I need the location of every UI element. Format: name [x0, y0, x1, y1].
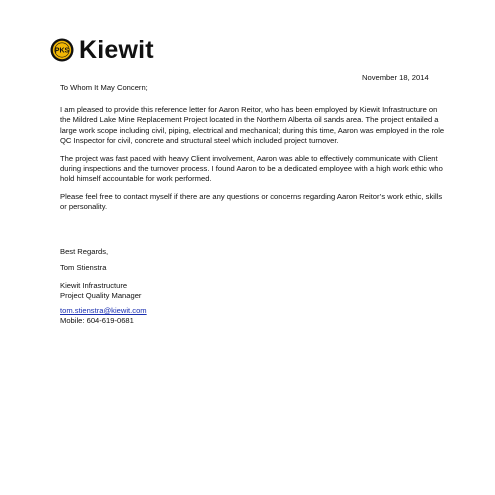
signer-details [60, 281, 141, 302]
logo-emblem-text: PKS [54, 47, 70, 55]
company-logo [50, 38, 154, 62]
letter-body [60, 105, 445, 220]
closing: Best Regards, [60, 247, 109, 256]
letter-date: November 18, 2014 [362, 73, 429, 82]
signer-name: Tom Stienstra [60, 263, 107, 272]
body-paragraph: The project was fast paced with heavy Client involvement, Aaron was able to effectively communicate with Client during inspections and the turnover process. I found Aaron to be a dedicated employee with a high work ethic who hold himself accountable for work performed. [60, 153, 443, 184]
salutation: To Whom It May Concern; [60, 83, 148, 92]
signer-title: Project Quality Manager [60, 291, 142, 301]
body-paragraph: Please feel free to contact myself if there are any questions or concerns regarding Aaron Reitor’s work ethic, skills or personality. [60, 191, 443, 212]
body-paragraph: I am pleased to provide this reference letter for Aaron Reitor, who has been employed by Kiewit Infrastructure on the Mildred Lake Mine Replacement Project located in the Northern Alberta oil sands area. The project entailed a large work scope including civil, piping, electrical and mechanical; during this time, Aaron was employed in the role QC Inspector for civil, concrete and structural steel which included project turnover. [60, 105, 445, 146]
company-wordmark: Kiewit [79, 36, 154, 64]
email-link[interactable]: tom.stienstra@kiewit.com [60, 306, 147, 315]
contact-details [60, 306, 147, 327]
kiewit-emblem-icon [50, 38, 74, 62]
signer-company: Kiewit Infrastructure [60, 281, 128, 290]
mobile-number: Mobile: 604-619-0681 [60, 316, 134, 326]
